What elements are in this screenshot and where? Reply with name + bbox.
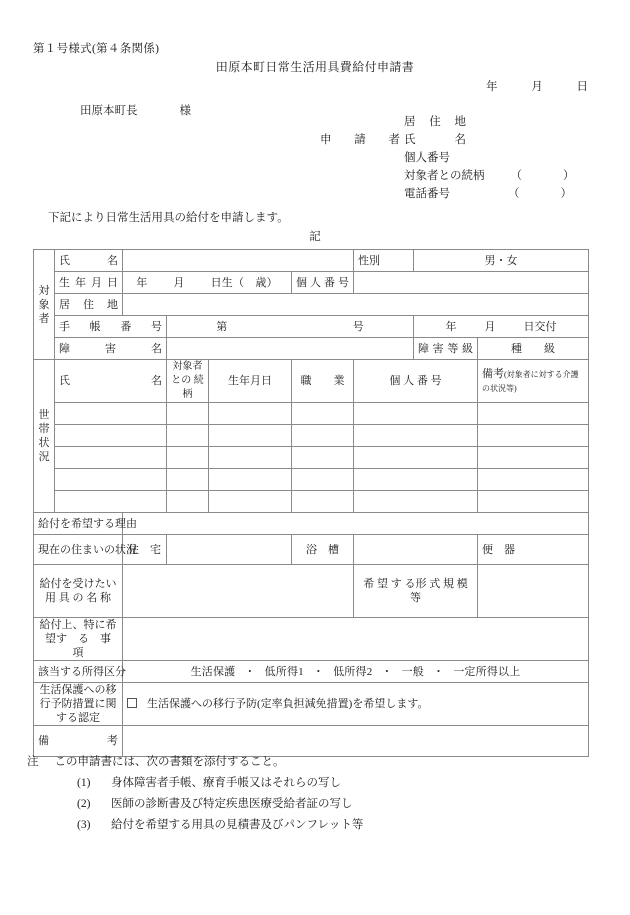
subject-name-label: 氏 名	[55, 250, 123, 272]
applicant-relation-row	[320, 167, 581, 185]
device-name-field[interactable]	[123, 565, 354, 618]
income-sep-1: ・	[312, 665, 325, 678]
household-cell-relation[interactable]	[167, 491, 209, 513]
household-cell-relation[interactable]	[167, 425, 209, 447]
housing-home-label: 住 宅	[123, 535, 167, 565]
household-cell-mynumber[interactable]	[354, 425, 478, 447]
ki-mark: 記	[309, 231, 321, 243]
date-year-label: 年	[486, 81, 498, 93]
submission-date-line	[486, 78, 588, 94]
subject-mynumber-label: 個 人 番 号	[292, 272, 354, 294]
household-row	[34, 491, 589, 513]
household-cell-name[interactable]	[55, 469, 167, 491]
welfare-statement-cell	[123, 683, 589, 726]
household-cell-dob[interactable]	[209, 447, 292, 469]
income-sep-3: ・	[433, 665, 445, 678]
subject-dob-year: 年	[136, 276, 148, 289]
welfare-statement: 生活保護への移行予防(定率負担減免措置)を希望します。	[147, 698, 429, 710]
note-tag: 注	[27, 756, 39, 768]
household-cell-mynumber[interactable]	[354, 403, 478, 425]
subject-disability-name-field[interactable]	[167, 338, 414, 360]
remarks-label: 備 考	[34, 726, 123, 757]
household-section-char-1: 世	[38, 409, 50, 421]
subject-gender-options[interactable]: 男・女	[414, 250, 589, 272]
household-cell-dob[interactable]	[209, 469, 292, 491]
household-section-char-2: 帯	[38, 423, 50, 435]
housing-row	[34, 535, 589, 565]
income-option-4[interactable]: 一定所得以上	[453, 665, 521, 678]
household-cell-mynumber[interactable]	[354, 447, 478, 469]
application-table	[33, 249, 589, 757]
welfare-row	[34, 683, 589, 726]
note-item-number: (1)	[77, 777, 91, 789]
reason-row	[34, 513, 589, 535]
household-cell-name[interactable]	[55, 447, 167, 469]
addressee-honorific: 様	[179, 105, 191, 117]
household-cell-name[interactable]	[55, 491, 167, 513]
household-cell-occupation[interactable]	[292, 491, 354, 513]
subject-section-char-1: 対	[38, 284, 50, 297]
household-col-remarks-sub: (対象者に対する介護の状況等)	[482, 370, 579, 393]
housing-toilet-cell	[478, 535, 589, 565]
household-col-name-text: 氏	[59, 375, 70, 387]
subject-booklet-row	[34, 316, 589, 338]
subject-dob-row	[34, 272, 589, 294]
welfare-label: 生活保護への移行予防措置に関する認定	[34, 683, 123, 726]
applicant-phone-label: 電話番号	[404, 188, 450, 200]
household-row	[34, 403, 589, 425]
page-title: 田原本町日常生活用具費給付申請書	[215, 60, 415, 74]
subject-dob-field[interactable]	[123, 272, 292, 294]
applicant-residence-label: 居 住 地	[404, 116, 466, 128]
income-option-2[interactable]: 低所得2	[333, 665, 373, 678]
household-cell-remarks[interactable]	[478, 469, 589, 491]
form-number: 第１号様式(第４条関係)	[33, 43, 160, 55]
household-cell-occupation[interactable]	[292, 425, 354, 447]
issue-day: 日交付	[523, 320, 557, 333]
issue-month: 月	[484, 320, 496, 333]
household-cell-occupation[interactable]	[292, 447, 354, 469]
subject-disability-grade-label: 障 害 等 級	[414, 338, 478, 360]
addressee-name: 田原本町長	[80, 105, 138, 117]
income-option-1[interactable]: 低所得1	[264, 665, 304, 678]
household-col-name-suffix: 名	[151, 375, 162, 387]
applicant-relation-value: （ ）	[510, 170, 581, 182]
subject-disability-row	[34, 338, 589, 360]
note-item-number: (3)	[77, 819, 91, 831]
booklet-dai: 第	[216, 320, 228, 333]
applicant-name-label: 氏 名	[404, 134, 466, 146]
subject-gender-label: 性別	[354, 250, 414, 272]
subject-mynumber-field[interactable]	[354, 272, 589, 294]
household-cell-occupation[interactable]	[292, 469, 354, 491]
applicant-phone-row	[320, 185, 581, 203]
subject-dob-month: 月	[173, 276, 185, 289]
household-col-occupation: 職 業	[292, 360, 354, 403]
lead-sentence: 下記により日常生活用具の給付を申請します。	[48, 212, 289, 224]
household-cell-dob[interactable]	[209, 491, 292, 513]
note-item	[27, 794, 363, 815]
note-item-text: 身体障害者手帳、療育手帳又はそれらの写し	[111, 777, 341, 789]
booklet-gou: 号	[352, 320, 364, 333]
household-cell-name[interactable]	[55, 425, 167, 447]
household-cell-relation[interactable]	[167, 403, 209, 425]
subject-residence-row	[34, 294, 589, 316]
household-cell-dob[interactable]	[209, 425, 292, 447]
household-cell-mynumber[interactable]	[354, 491, 478, 513]
applicant-residence-row	[320, 113, 581, 131]
subject-issue-date-field[interactable]	[414, 316, 589, 338]
household-col-remarks-main: 備考	[482, 368, 504, 380]
device-spec-field[interactable]	[478, 565, 589, 618]
household-section-label	[34, 360, 55, 513]
household-col-mynumber: 個 人 番 号	[354, 360, 478, 403]
note-item	[27, 773, 363, 794]
applicant-relation-label: 対象者との続柄	[404, 170, 485, 182]
household-cell-remarks[interactable]	[478, 403, 589, 425]
income-option-3[interactable]: 一般	[401, 665, 425, 678]
subject-dob-rest: 日生（ 歳）	[210, 276, 278, 289]
note-item-number: (2)	[77, 798, 91, 810]
note-item-text: 医師の診断書及び特定疾患医療受給者証の写し	[111, 798, 353, 810]
subject-residence-field[interactable]	[123, 294, 589, 316]
household-cell-remarks[interactable]	[478, 447, 589, 469]
subject-name-field[interactable]	[123, 250, 354, 272]
applicant-mynumber-label: 個人番号	[404, 152, 450, 164]
household-col-name	[55, 360, 167, 403]
housing-label: 現在の住まいの状況	[34, 535, 123, 565]
special-request-label: 給付上、特に希望す る 事 項	[34, 618, 123, 661]
applicant-mynumber-row	[320, 149, 581, 167]
addressee-line	[80, 102, 191, 118]
household-col-remarks	[478, 360, 589, 403]
subject-section-label	[34, 250, 55, 360]
note-item-text: 給付を希望する用具の見積書及びパンフレット等	[111, 819, 364, 831]
note-text: この申請書には、次の書類を添付すること。	[54, 756, 285, 768]
device-row	[34, 565, 589, 618]
housing-bath-label: 浴 槽	[292, 535, 354, 565]
note-head	[27, 752, 363, 773]
issue-year: 年	[445, 320, 457, 333]
household-row	[34, 469, 589, 491]
household-cell-mynumber[interactable]	[354, 469, 478, 491]
subject-section-char-2: 象	[38, 298, 50, 311]
household-cell-name[interactable]	[55, 403, 167, 425]
welfare-checkbox[interactable]	[127, 698, 137, 708]
device-spec-label: 希 望 す る形 式 規 模 等	[354, 565, 478, 618]
applicant-name-row	[320, 131, 581, 149]
note-item	[27, 815, 363, 836]
date-month-label: 月	[531, 81, 543, 93]
applicant-tag: 申 請 者	[320, 134, 400, 146]
subject-name-row	[34, 250, 589, 272]
household-col-dob: 生年月日	[209, 360, 292, 403]
household-cell-occupation[interactable]	[292, 403, 354, 425]
subject-disability-grade-field[interactable]: 種 級	[478, 338, 589, 360]
income-label: 該当する所得区分	[34, 661, 123, 683]
income-sep-0: ・	[244, 665, 256, 678]
special-request-row	[34, 618, 589, 661]
income-row	[34, 661, 589, 683]
income-option-0[interactable]: 生活保護	[190, 665, 236, 678]
applicant-phone-value: （ ）	[508, 188, 578, 200]
income-options[interactable]	[123, 661, 589, 683]
footer-notes	[27, 752, 363, 836]
date-day-label: 日	[576, 81, 588, 93]
household-row	[34, 447, 589, 469]
reason-label: 給付を希望する理由	[34, 513, 123, 535]
subject-dob-label: 生 年 月 日	[55, 272, 123, 294]
subject-booklet-field[interactable]	[167, 316, 414, 338]
reason-field[interactable]	[123, 513, 589, 535]
housing-bath-field[interactable]	[354, 535, 478, 565]
household-cell-relation[interactable]	[167, 469, 209, 491]
household-cell-remarks[interactable]	[478, 491, 589, 513]
subject-booklet-label: 手 帳 番 号	[55, 316, 167, 338]
special-request-field[interactable]	[123, 618, 589, 661]
household-cell-relation[interactable]	[167, 447, 209, 469]
household-col-relation: 対象者との 続 柄	[167, 360, 209, 403]
subject-disability-name-label: 障 害 名	[55, 338, 167, 360]
income-sep-2: ・	[381, 665, 393, 678]
household-section-char-4: 況	[38, 451, 50, 463]
housing-home-field[interactable]	[167, 535, 292, 565]
device-name-label: 給付を受けたい用 具 の 名 称	[34, 565, 123, 618]
applicant-block	[320, 113, 581, 203]
household-section-char-3: 状	[38, 437, 50, 449]
subject-section-char-3: 者	[38, 312, 50, 325]
household-row	[34, 425, 589, 447]
household-header-row	[34, 360, 589, 403]
household-cell-remarks[interactable]	[478, 425, 589, 447]
household-cell-dob[interactable]	[209, 403, 292, 425]
housing-toilet-label: 便 器	[482, 543, 515, 556]
subject-residence-label: 居 住 地	[55, 294, 123, 316]
